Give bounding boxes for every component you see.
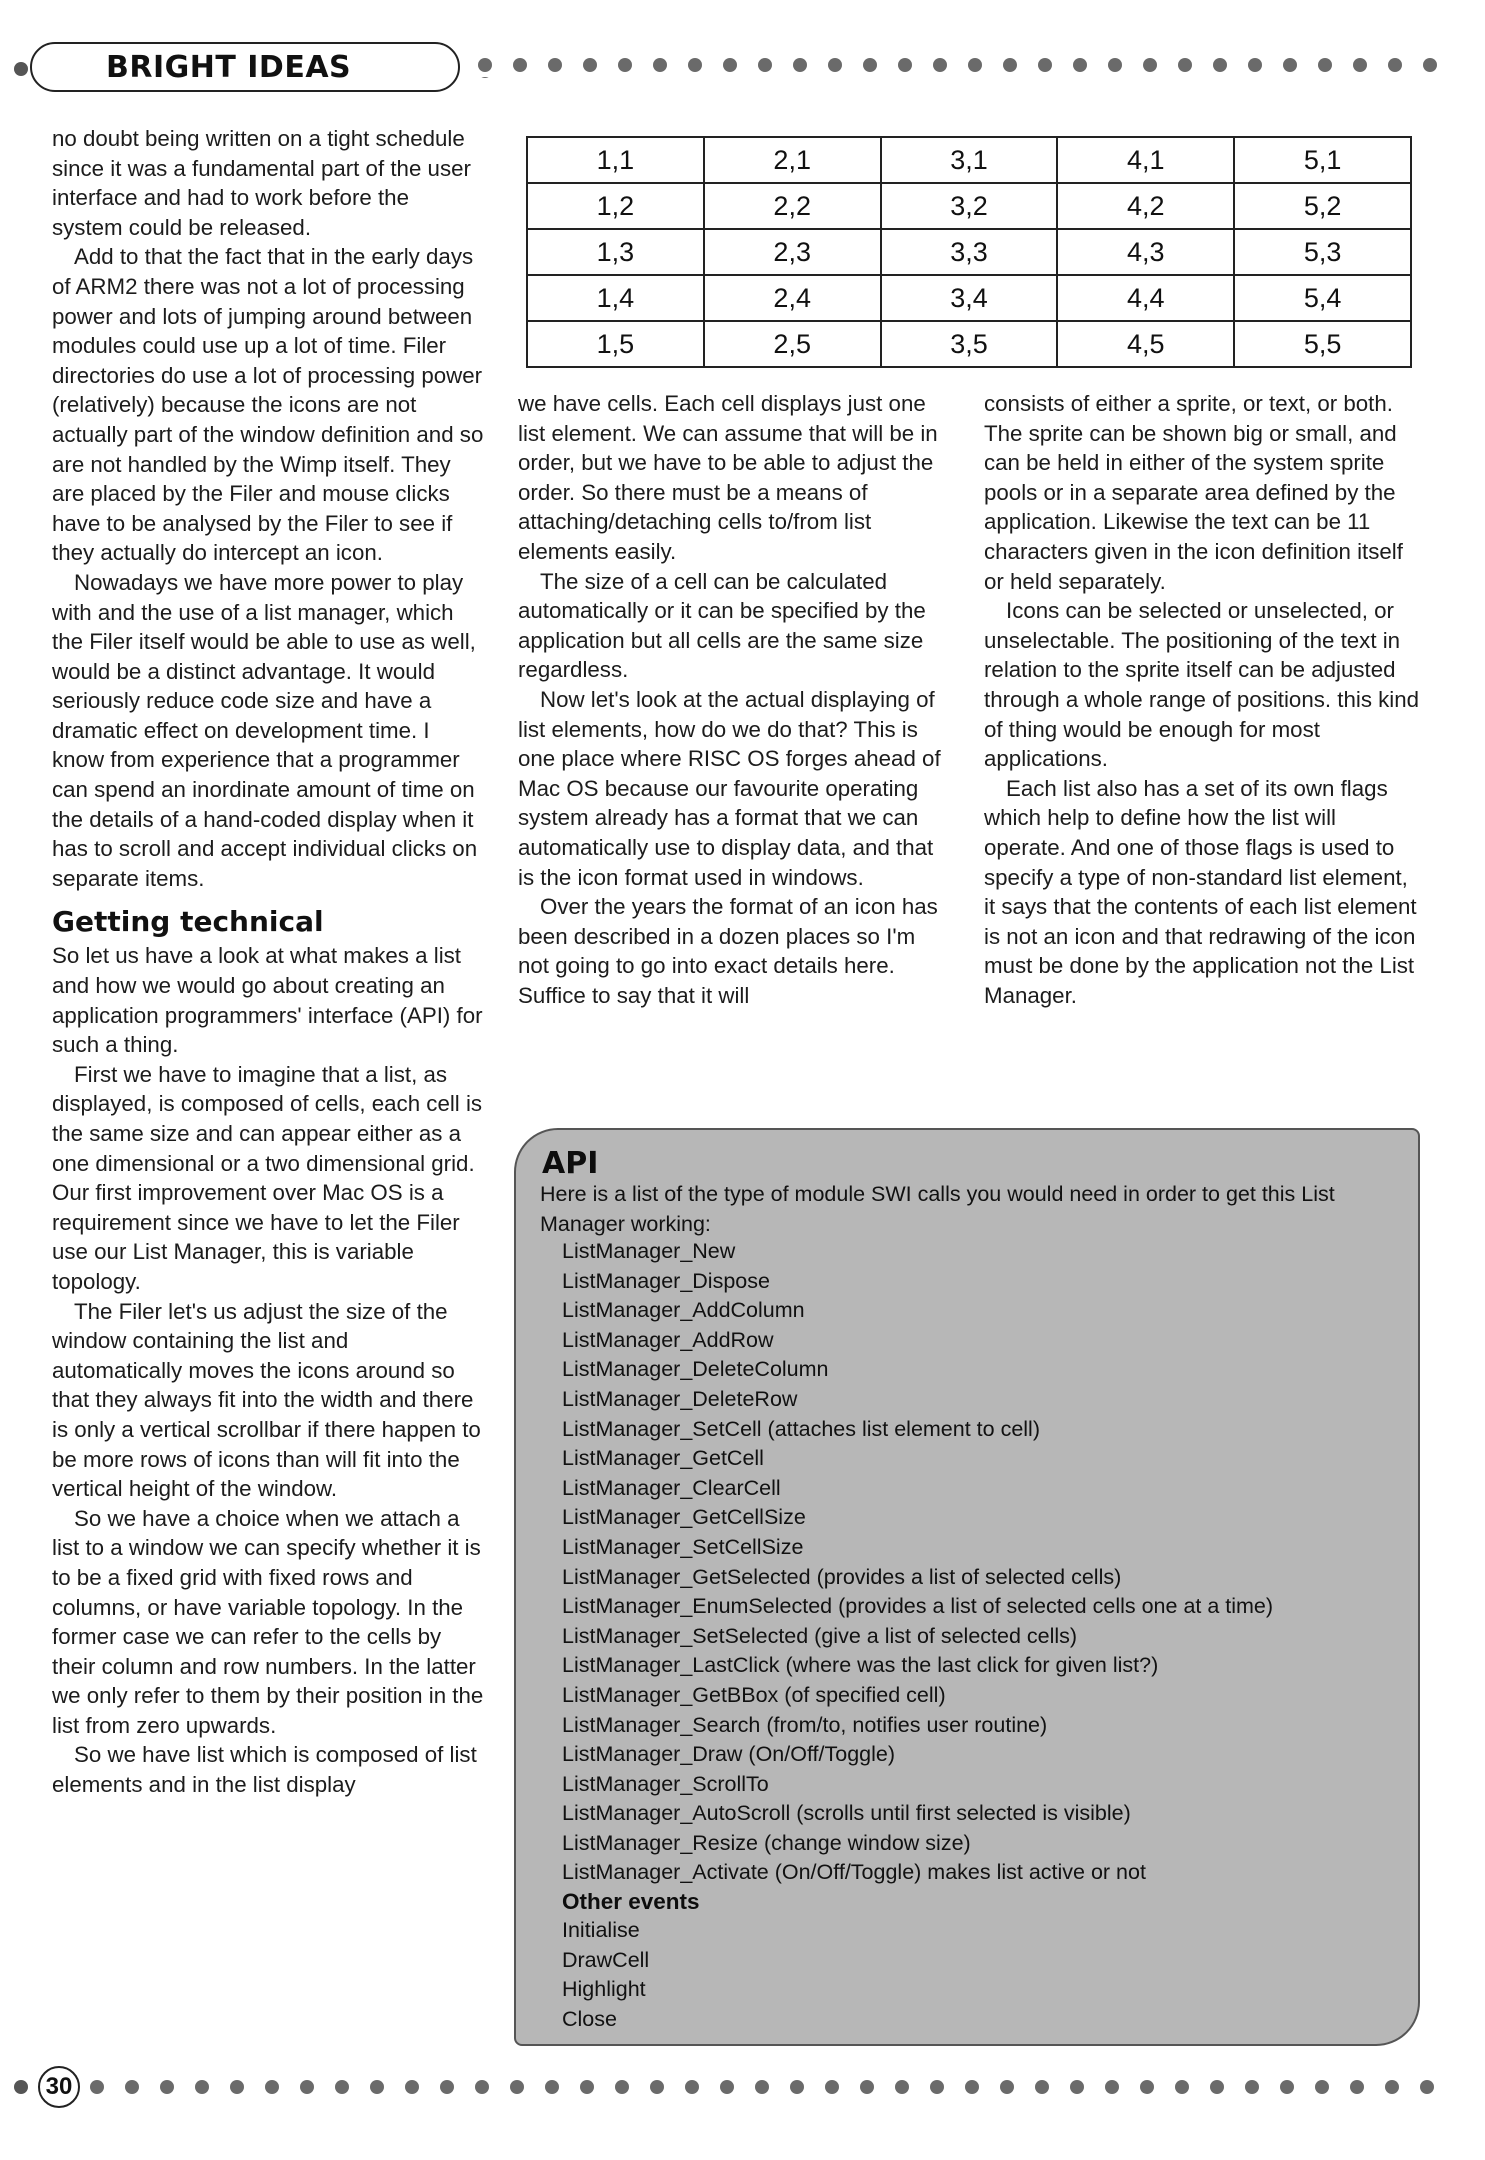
list-item: ListManager_SetSelected (give a list of selected cells) <box>562 1623 1078 1648</box>
paragraph: Add to that the fact that in the early days of ARM2 there was not a lot of processing power and lots of jumping around between modules could use up a lot of time. Filer directories do use a lot of processing power (relatively) because the icons are not actually part of the window definition and so are not handled by the Wimp itself. They are placed by the Filer and mouse clicks have to be analysed by the Filer to see if they actually do intercept an icon. <box>52 244 484 566</box>
decorative-dot <box>930 2080 944 2094</box>
footer-dot-rule <box>90 2080 1485 2098</box>
list-item: ListManager_AddColumn <box>562 1298 805 1323</box>
decorative-dot <box>1318 58 1332 72</box>
decorative-dot <box>653 58 667 72</box>
paragraph: So we have list which is composed of list elements and in the list display <box>52 1742 477 1798</box>
table-cell: 4,3 <box>1057 229 1234 275</box>
api-box-title: API <box>542 1146 599 1181</box>
list-item: ListManager_EnumSelected (provides a list of selected cells one at a time) <box>562 1594 1274 1619</box>
decorative-dot <box>1073 58 1087 72</box>
text-column-3 <box>984 389 1420 1010</box>
list-item: ListManager_GetCell <box>562 1446 764 1471</box>
api-sidebar-box <box>514 1128 1420 2046</box>
decorative-dot <box>828 58 842 72</box>
decorative-dot <box>510 2080 524 2094</box>
decorative-dot <box>933 58 947 72</box>
list-item: ListManager_AutoScroll (scrolls until first selected is visible) <box>562 1801 1131 1826</box>
decorative-dot <box>615 2080 629 2094</box>
list-item: ListManager_AddRow <box>562 1327 774 1352</box>
decorative-dot <box>125 2080 139 2094</box>
decorative-dot <box>1070 2080 1084 2094</box>
other-events-list <box>562 1916 649 2034</box>
list-item: ListManager_Activate (On/Off/Toggle) makes list active or not <box>562 1860 1146 1885</box>
decorative-dot <box>440 2080 454 2094</box>
decorative-dot <box>825 2080 839 2094</box>
list-item: ListManager_SetCell (attaches list element to cell) <box>562 1416 1040 1441</box>
decorative-dot <box>580 2080 594 2094</box>
decorative-dot <box>265 2080 279 2094</box>
list-item: ListManager_New <box>562 1239 736 1263</box>
table-row <box>527 137 1411 183</box>
table-row <box>527 321 1411 367</box>
other-events-heading: Other events <box>562 1889 700 1914</box>
decorative-dot <box>1213 58 1227 72</box>
decorative-dot <box>895 2080 909 2094</box>
table-cell: 2,3 <box>704 229 881 275</box>
list-item: ListManager_ScrollTo <box>562 1771 769 1796</box>
table-cell: 3,3 <box>881 229 1058 275</box>
decorative-dot <box>1038 58 1052 72</box>
table-cell: 3,4 <box>881 275 1058 321</box>
paragraph: Icons can be selected or unselected, or unselectable. The positioning of the text in relation to the sprite itself can be adjusted through a whole range of positions. this kind of thing would be enough for most applications. <box>984 598 1420 772</box>
decorative-dot <box>790 2080 804 2094</box>
table-cell: 2,5 <box>704 321 881 367</box>
table-cell: 1,1 <box>527 137 704 183</box>
table-cell: 5,2 <box>1234 183 1411 229</box>
list-item: ListManager_GetCellSize <box>562 1505 806 1530</box>
paragraph: So we have a choice when we attach a list to a window we can specify whether it is to be a fixed grid with fixed rows and columns, or have variable topology. In the former case we can refer to the cells by their column and row numbers. In the latter we only refer to them by their position in the list from zero upwards. <box>52 1505 484 1738</box>
decorative-dot <box>1388 58 1402 72</box>
decorative-dot <box>968 58 982 72</box>
paragraph: Each list also has a set of its own flags which help to define how the list will operate. And one of those flags is used to specify a type of non-standard list element, it says that the contents of each list element is not an icon and that redrawing of the icon must be done by the application not the List Manager. <box>984 775 1417 1008</box>
decorative-dot <box>758 58 772 72</box>
decorative-dot <box>548 58 562 72</box>
decorative-dot <box>723 58 737 72</box>
paragraph: we have cells. Each cell displays just one list element. We can assume that will be in order, but we have to be able to adjust the order. So there must be a means of attaching/detaching cells to/from list elements easily. <box>518 391 938 564</box>
paragraph: The Filer let's us adjust the size of the window containing the list and automatically moves the icons around so that they always fit into the width and there is only a vertical scrollbar if there happen to be more rows of icons than will fit into the vertical height of the window. <box>52 1298 481 1502</box>
list-item: ListManager_DeleteRow <box>562 1386 798 1411</box>
footer-bullet-dot <box>14 2080 28 2094</box>
decorative-dot <box>720 2080 734 2094</box>
decorative-dot <box>1178 58 1192 72</box>
decorative-dot <box>618 58 632 72</box>
decorative-dot <box>1108 58 1122 72</box>
decorative-dot <box>160 2080 174 2094</box>
table-cell: 5,3 <box>1234 229 1411 275</box>
paragraph: Over the years the format of an icon has been described in a dozen places so I'm not going to go into exact details here. Suffice to say that it will <box>518 894 938 1008</box>
list-item: DrawCell <box>562 1947 650 1972</box>
table-cell: 1,2 <box>527 183 704 229</box>
list-item: Highlight <box>562 1977 646 2002</box>
decorative-dot <box>1035 2080 1049 2094</box>
decorative-dot <box>1248 58 1262 72</box>
table-cell: 5,1 <box>1234 137 1411 183</box>
list-item: ListManager_SetCellSize <box>562 1534 804 1559</box>
decorative-dot <box>650 2080 664 2094</box>
table-cell: 4,1 <box>1057 137 1234 183</box>
decorative-dot <box>755 2080 769 2094</box>
decorative-dot <box>583 58 597 72</box>
decorative-dot <box>478 58 492 72</box>
list-item: ListManager_DeleteColumn <box>562 1357 829 1382</box>
list-item: ListManager_LastClick (where was the last click for given list?) <box>562 1653 1159 1678</box>
page-header <box>0 42 1485 94</box>
table-row <box>527 183 1411 229</box>
decorative-dot <box>513 58 527 72</box>
table-cell: 4,5 <box>1057 321 1234 367</box>
section-title: BRIGHT IDEAS <box>106 50 352 85</box>
header-dot-rule <box>478 58 1485 78</box>
list-item: Close <box>562 2006 617 2031</box>
decorative-dot <box>405 2080 419 2094</box>
list-item: ListManager_GetSelected (provides a list of selected cells) <box>562 1564 1122 1589</box>
decorative-dot <box>1353 58 1367 72</box>
decorative-dot <box>195 2080 209 2094</box>
decorative-dot <box>860 2080 874 2094</box>
page-number: 30 <box>38 2066 80 2108</box>
decorative-dot <box>1245 2080 1259 2094</box>
list-item: ListManager_GetBBox (of specified cell) <box>562 1682 946 1707</box>
decorative-dot <box>90 2080 104 2094</box>
decorative-dot <box>1140 2080 1154 2094</box>
decorative-dot <box>1315 2080 1329 2094</box>
decorative-dot <box>1385 2080 1399 2094</box>
table-cell: 3,2 <box>881 183 1058 229</box>
decorative-dot <box>793 58 807 72</box>
table-row <box>527 229 1411 275</box>
list-item: ListManager_Resize (change window size) <box>562 1830 971 1855</box>
decorative-dot <box>688 58 702 72</box>
text-column-1 <box>52 124 484 1800</box>
paragraph: consists of either a sprite, or text, or both. The sprite can be shown big or small, and can be held in either of the system sprite pools or in a separate area defined by the application. Likewise the text can be 11 characters given in the icon definition itself or held separately. <box>984 391 1403 594</box>
table-cell: 4,4 <box>1057 275 1234 321</box>
decorative-dot <box>475 2080 489 2094</box>
list-item: ListManager_ClearCell <box>562 1475 781 1500</box>
api-box-intro: Here is a list of the type of module SWI calls you would need in order to get this List Manager working: <box>540 1182 1335 1236</box>
list-item: ListManager_Search (from/to, notifies user routine) <box>562 1712 1048 1737</box>
header-bullet-dot <box>14 62 28 76</box>
decorative-dot <box>1105 2080 1119 2094</box>
table-cell: 3,5 <box>881 321 1058 367</box>
decorative-dot <box>898 58 912 72</box>
table-cell: 1,4 <box>527 275 704 321</box>
table-cell: 2,2 <box>704 183 881 229</box>
table-cell: 4,2 <box>1057 183 1234 229</box>
list-item: ListManager_Draw (On/Off/Toggle) <box>562 1742 895 1767</box>
decorative-dot <box>1423 58 1437 72</box>
decorative-dot <box>370 2080 384 2094</box>
list-item: Initialise <box>562 1918 640 1942</box>
paragraph: So let us have a look at what makes a list and how we would go about creating an application programmers' interface (API) for such a thing. <box>52 943 483 1058</box>
decorative-dot <box>1143 58 1157 72</box>
table-cell: 2,4 <box>704 275 881 321</box>
decorative-dot <box>1175 2080 1189 2094</box>
list-item: ListManager_Dispose <box>562 1268 770 1293</box>
page-footer <box>0 2066 1485 2110</box>
table-cell: 5,5 <box>1234 321 1411 367</box>
decorative-dot <box>1420 2080 1434 2094</box>
api-call-list <box>562 1237 1402 1888</box>
table-row <box>527 275 1411 321</box>
paragraph: Nowadays we have more power to play with and the use of a list manager, which the Filer itself would be able to use as well, would be a distinct advantage. It would seriously reduce code size and have a dramatic effect on development time. I know from experience that a programmer can spend an inordinate amount of time on the details of a hand-coded display when it has to scroll and accept individual clicks on separate items. <box>52 569 478 891</box>
table-cell: 3,1 <box>881 137 1058 183</box>
decorative-dot <box>965 2080 979 2094</box>
decorative-dot <box>1283 58 1297 72</box>
table-cell: 1,3 <box>527 229 704 275</box>
decorative-dot <box>1350 2080 1364 2094</box>
paragraph: The size of a cell can be calculated automatically or it can be specified by the application but all cells are the same size regardless. <box>518 568 926 683</box>
decorative-dot <box>230 2080 244 2094</box>
table-cell: 2,1 <box>704 137 881 183</box>
paragraph: First we have to imagine that a list, as displayed, is composed of cells, each cell is the same size and can appear either as a one dimensional or a two dimensional grid. Our first improvement over Mac OS is a requirement since we have to let the Filer use our List Manager, this is variable topology. <box>52 1061 483 1294</box>
decorative-dot <box>478 77 492 78</box>
cell-grid-table <box>526 136 1412 368</box>
table-cell: 1,5 <box>527 321 704 367</box>
paragraph: Now let's look at the actual displaying of list elements, how do we do that? This is one place where RISC OS forges ahead of Mac OS because our favourite operating system already has a format that we can automatically use to display data, and that is the icon format used in windows. <box>518 686 941 890</box>
subheading: Getting technical <box>52 905 324 939</box>
decorative-dot <box>1280 2080 1294 2094</box>
decorative-dot <box>1000 2080 1014 2094</box>
decorative-dot <box>1210 2080 1224 2094</box>
decorative-dot <box>335 2080 349 2094</box>
paragraph: no doubt being written on a tight schedule since it was a fundamental part of the user interface and had to work before the system could be released. <box>52 126 471 240</box>
decorative-dot <box>1003 58 1017 72</box>
decorative-dot <box>863 58 877 72</box>
table-cell: 5,4 <box>1234 275 1411 321</box>
decorative-dot <box>545 2080 559 2094</box>
decorative-dot <box>685 2080 699 2094</box>
decorative-dot <box>300 2080 314 2094</box>
text-column-2 <box>518 389 948 1010</box>
